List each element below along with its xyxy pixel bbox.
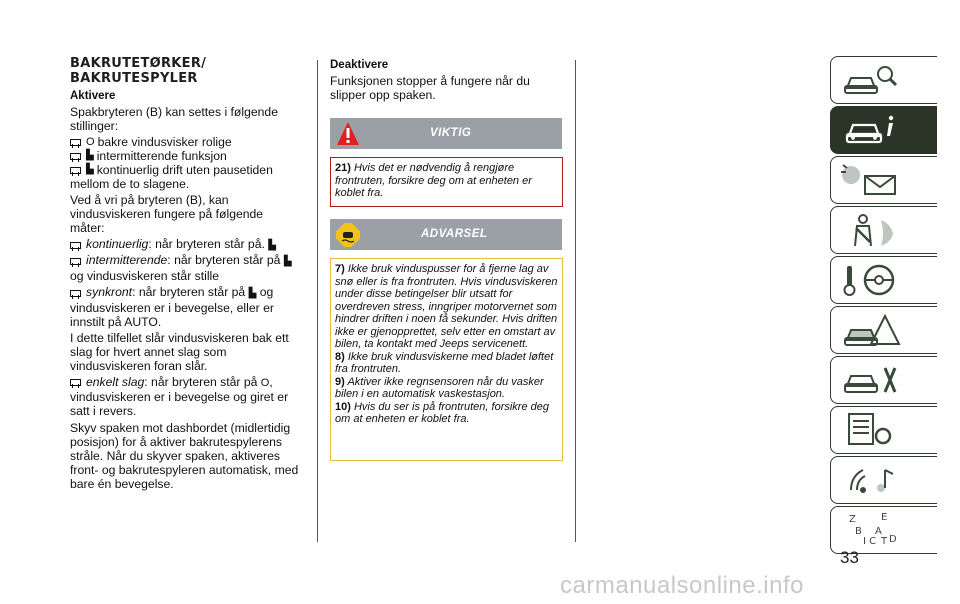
intro-text: Spakbryteren (B) kan settes i følgende stillinger: bbox=[70, 105, 278, 133]
mode-list-item bbox=[70, 253, 300, 269]
note-text: Ikke bruk vindusviskerne med bladet løftet fra frontruten. bbox=[335, 350, 554, 375]
multimedia-icon bbox=[841, 462, 901, 498]
tab-car-search[interactable] bbox=[830, 56, 937, 104]
intermittent-symbol-icon: ▙ bbox=[86, 150, 94, 161]
tab-seatbelt-safety[interactable] bbox=[830, 206, 937, 254]
page-number: 33 bbox=[840, 548, 859, 567]
advarsel-note bbox=[335, 401, 558, 426]
advarsel-box bbox=[330, 258, 563, 461]
technical-data-icon bbox=[841, 412, 901, 448]
car-skid-warning-icon bbox=[336, 223, 360, 247]
title-line-2: BAKRUTESPYLER bbox=[70, 71, 198, 86]
lever-bullet-icon bbox=[70, 153, 81, 160]
note-text: Hvis du ser is på frontruten, forsikre deg om at enheten er koblet fra. bbox=[335, 400, 549, 425]
tab-steering-start[interactable] bbox=[830, 256, 937, 304]
lever-bullet-icon bbox=[70, 139, 81, 146]
note-text: Aktiver ikke regnsensoren når du vasker bilen i en automatisk vaskestasjon. bbox=[335, 375, 544, 400]
column-divider bbox=[317, 60, 318, 542]
deaktivere-text: Funksjonen stopper å fungere når du slipper opp spaken. bbox=[330, 74, 530, 102]
viktig-label: VIKTIG bbox=[430, 127, 472, 139]
deaktivere-heading: Deaktivere bbox=[330, 59, 389, 71]
seatbelt-safety-icon bbox=[841, 212, 901, 248]
advarsel-note bbox=[335, 376, 558, 401]
emergency-triangle-icon bbox=[841, 312, 901, 348]
advarsel-note bbox=[335, 351, 558, 376]
car-info-icon bbox=[841, 112, 901, 148]
viktig-box bbox=[330, 157, 563, 207]
steering-start-icon bbox=[841, 262, 901, 298]
push-text: Skyv spaken mot dashbordet (midlertidig posisjon) for å aktiver bakrutespylerens stråle. Når du skyver spaken, aktiveres front- og bakrutespyleren automatisk, med bare én bevegelse. bbox=[70, 421, 299, 491]
lever-bullet-icon bbox=[70, 290, 81, 297]
aktivere-heading: Aktivere bbox=[70, 90, 116, 102]
svg-text:I C: I C bbox=[863, 536, 877, 547]
mode-text: : når bryteren står på bbox=[132, 285, 246, 299]
mode-list-item: enkelt slag: når bryteren står på O, bbox=[70, 375, 300, 390]
lights-warning-icon bbox=[841, 162, 901, 198]
note-text: Hvis det er nødvendig å rengjøre frontruten, forsikre deg om at enheten er koblet fra. bbox=[335, 162, 532, 199]
position-text: intermitterende funksjon bbox=[96, 149, 227, 163]
continuous-symbol-icon: ▙ bbox=[86, 164, 94, 175]
svg-text:Z: Z bbox=[849, 514, 856, 525]
mode-text: : når bryteren står på bbox=[167, 253, 281, 267]
title-line-1: BAKRUTETØRKER/ bbox=[70, 56, 207, 71]
mode-text-cont: vindusviskeren er i bevegelse, eller er innstilt på AUTO. bbox=[70, 301, 274, 329]
tab-lights-warning[interactable] bbox=[830, 156, 937, 204]
note-text: Ikke bruk vinduspusser for å fjerne lag av snø eller is fra frontruten. Hvis vindusviskeren under disse betingelser blir utsatt for overdreven stress, inngriper motorvernet som hindrer driften i noen få sekunder. Hvis driften ikke er gjenopprettet, selv etter en omstart av bilen, ta kontakt med Jeeps servicenett. bbox=[335, 263, 558, 350]
lever-bullet-icon bbox=[70, 379, 81, 386]
turn-text: Ved å vri på bryteren (B), kan vindusviskeren fungere på følgende måter: bbox=[70, 193, 264, 235]
mode-text: : når bryteren står på. bbox=[148, 237, 265, 251]
note-number: 7) bbox=[335, 263, 345, 275]
tab-technical-data[interactable] bbox=[830, 406, 937, 454]
mode-text-cont: vindusviskeren er i bevegelse og giret er satt i revers. bbox=[70, 390, 289, 418]
position-list-item bbox=[70, 163, 300, 177]
advarsel-label: ADVARSEL bbox=[421, 228, 488, 240]
mode-label: enkelt slag bbox=[86, 375, 145, 389]
mode-list-item bbox=[70, 285, 300, 301]
mode-text: : når bryteren står på bbox=[144, 375, 258, 389]
car-search-icon bbox=[841, 62, 901, 98]
intermittent-symbol-icon: ▙ bbox=[248, 288, 257, 299]
section-title bbox=[70, 56, 300, 86]
tab-maintenance[interactable] bbox=[830, 356, 937, 404]
tab-emergency[interactable] bbox=[830, 306, 937, 354]
tab-car-info[interactable] bbox=[830, 106, 937, 154]
advarsel-notes bbox=[331, 259, 562, 430]
continuous-symbol-icon: ▙ bbox=[268, 240, 276, 251]
tab-index[interactable] bbox=[830, 506, 937, 554]
mode-list-item bbox=[70, 237, 300, 253]
off-symbol-icon: O bbox=[86, 136, 95, 148]
tab-multimedia[interactable] bbox=[830, 456, 937, 504]
maintenance-wrench-icon bbox=[841, 362, 901, 398]
position-text: kontinuerlig drift uten pausetiden bbox=[96, 163, 273, 177]
left-column bbox=[70, 56, 300, 493]
note-number: 21) bbox=[335, 162, 351, 174]
viktig-note bbox=[331, 158, 562, 204]
mode-label: kontinuerlig bbox=[86, 237, 149, 251]
note-number: 8) bbox=[335, 350, 345, 363]
viktig-banner bbox=[330, 118, 562, 149]
lever-bullet-icon bbox=[70, 242, 81, 249]
column-divider bbox=[575, 60, 576, 542]
position-list-item bbox=[70, 149, 300, 163]
lever-bullet-icon bbox=[70, 167, 81, 174]
position-text-cont: mellom de to slagene. bbox=[70, 177, 190, 191]
mode-label: intermitterende bbox=[86, 253, 168, 267]
position-text: bakre vindusvisker rolige bbox=[97, 135, 232, 149]
middle-column bbox=[330, 56, 565, 104]
mode-text: og bbox=[259, 285, 274, 299]
intermittent-symbol-icon: ▙ bbox=[283, 256, 292, 267]
watermark: carmanualsonline.info bbox=[560, 572, 804, 599]
svg-text:T: T bbox=[881, 536, 888, 547]
position-list-item bbox=[70, 135, 300, 149]
advarsel-banner bbox=[330, 219, 562, 250]
index-letters-icon bbox=[841, 512, 901, 548]
warning-exclamation-icon bbox=[336, 121, 360, 147]
note-number: 9) bbox=[335, 375, 345, 388]
svg-text:E: E bbox=[881, 512, 888, 523]
advarsel-note bbox=[335, 263, 558, 351]
note-number: 10) bbox=[335, 400, 351, 413]
mode-label: synkront bbox=[86, 285, 133, 299]
svg-text:B: B bbox=[855, 526, 862, 537]
reverse-text: I dette tilfellet slår vindusviskeren bak ett slag for hvert annet slag som vindusviskeren foran slår. bbox=[70, 331, 289, 373]
svg-text:A: A bbox=[875, 526, 882, 537]
svg-text:D: D bbox=[889, 534, 897, 545]
lever-bullet-icon bbox=[70, 258, 81, 265]
off-symbol-icon: O bbox=[260, 377, 270, 389]
mode-text-cont: og vindusviskeren står stille bbox=[70, 269, 220, 283]
